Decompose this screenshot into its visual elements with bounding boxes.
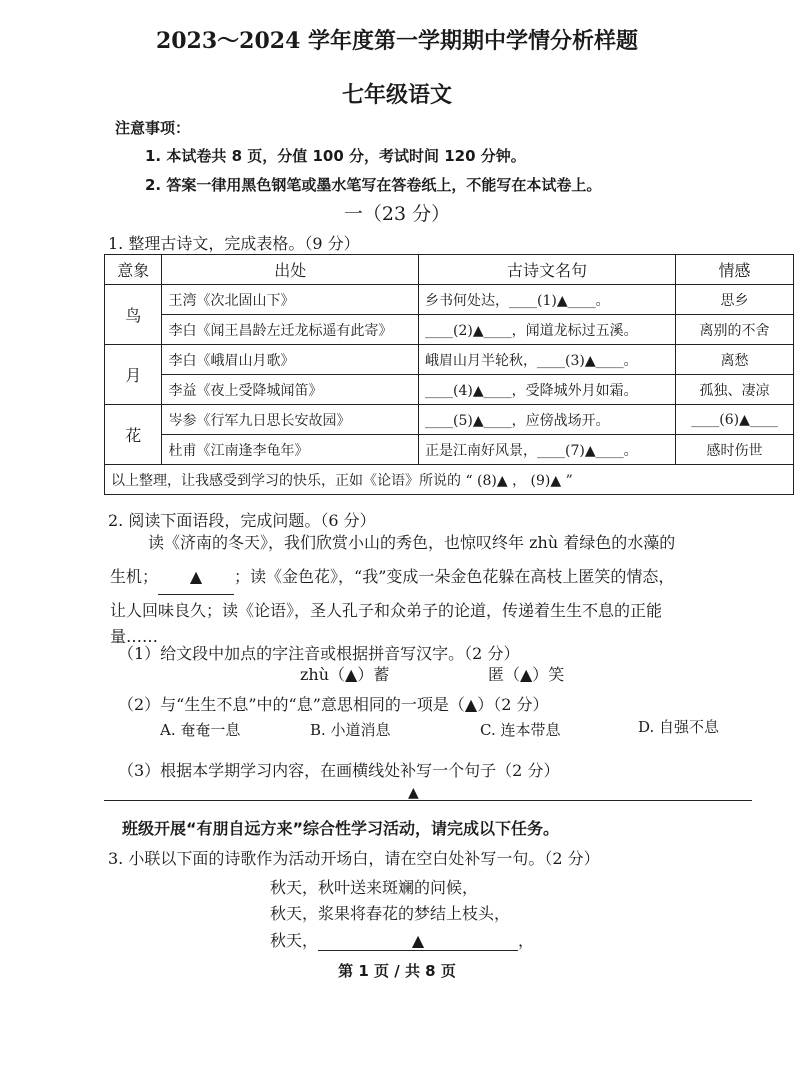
passage-line: 读《济南的冬天》，我们欣赏小山的秀色，也惊叹终年 zhù 着绿色的水藻的 xyxy=(148,533,676,552)
emotion-cell: ____(6)▲____ xyxy=(676,405,794,435)
line-cell: ____(5)▲____，应傍战场开。 xyxy=(418,405,675,435)
answer-blank: ▲ xyxy=(158,560,234,595)
line-cell: 正是江南好风景，____(7)▲____。 xyxy=(418,435,675,465)
emotion-cell: 离别的不舍 xyxy=(676,315,794,345)
poem-line: 秋天，秋叶送来斑斓的问候， xyxy=(270,878,479,897)
passage-line xyxy=(110,560,770,595)
pinyin-item: 匿（▲）笑 xyxy=(488,665,565,684)
source-cell: 李白《峨眉山月歌》 xyxy=(162,345,419,375)
header-emotion: 情感 xyxy=(676,255,794,285)
table-row xyxy=(105,285,794,315)
poem-line: 秋天，浆果将春花的梦结上枝头， xyxy=(270,904,511,923)
header-image: 意象 xyxy=(105,255,162,285)
pinyin-item: zhù（▲）蓄 xyxy=(300,665,390,684)
question-3-prompt: 3. 小联以下面的诗歌作为活动开场白，请在空白处补写一句。（2 分） xyxy=(108,849,600,868)
table-row xyxy=(105,405,794,435)
source-cell: 李益《夜上受降城闻笛》 xyxy=(162,375,419,405)
passage-line: 让人回味良久；读《论语》，圣人孔子和众弟子的论道，传递着生生不息的正能 xyxy=(110,601,663,620)
poem-line xyxy=(270,928,534,951)
source-cell: 王湾《次北固山下》 xyxy=(162,285,419,315)
question-2-prompt: 2. 阅读下面语段，完成问题。（6 分） xyxy=(108,511,376,530)
poem-text: 秋天， xyxy=(270,931,319,950)
option-d: D. 自强不息 xyxy=(638,718,720,736)
image-cell: 鸟 xyxy=(105,285,162,345)
source-cell: 岑参《行军九日思长安故园》 xyxy=(162,405,419,435)
answer-blank: ▲ xyxy=(318,931,518,951)
table-header-row xyxy=(105,255,794,285)
image-cell: 月 xyxy=(105,345,162,405)
header-source: 出处 xyxy=(162,255,419,285)
answer-line xyxy=(104,800,752,801)
summary-cell: 以上整理，让我感受到学习的快乐，正如《论语》所说的 “ (8)▲ ， (9)▲ ” xyxy=(105,465,794,495)
header-line: 古诗文名句 xyxy=(418,255,675,285)
sub-question-1: （1）给文段中加点的字注音或根据拼音写汉字。（2 分） xyxy=(118,644,520,663)
source-cell: 李白《闻王昌龄左迁龙标遥有此寄》 xyxy=(162,315,419,345)
notes-heading: 注意事项： xyxy=(115,119,191,137)
emotion-cell: 孤独、凄凉 xyxy=(676,375,794,405)
source-cell: 杜甫《江南逢李龟年》 xyxy=(162,435,419,465)
exam-title: 2023～2024 学年度第一学期期中学情分析样题 xyxy=(155,28,639,54)
table-summary-row xyxy=(105,465,794,495)
question-1-prompt: 1. 整理古诗文，完成表格。（9 分） xyxy=(108,234,360,253)
line-cell: ____(4)▲____，受降城外月如霜。 xyxy=(418,375,675,405)
image-cell: 花 xyxy=(105,405,162,465)
sub-question-3: （3）根据本学期学习内容，在画横线处补写一个句子（2 分） xyxy=(118,761,560,780)
option-c: C. 连本带息 xyxy=(480,721,561,739)
line-cell: 乡书何处达，____(1)▲____。 xyxy=(418,285,675,315)
page-footer: 第 1 页 / 共 8 页 xyxy=(338,962,456,980)
table-row xyxy=(105,435,794,465)
line-cell: ____(2)▲____，闻道龙标过五溪。 xyxy=(418,315,675,345)
poem-table xyxy=(104,254,794,495)
exam-subtitle: 七年级语文 xyxy=(341,82,452,108)
note-item: 1. 本试卷共 8 页，分值 100 分，考试时间 120 分钟。 xyxy=(145,147,526,165)
passage-text: 生机； xyxy=(110,567,159,586)
passage-text: ；读《金色花》，“我”变成一朵金色花躲在高枝上匿笑的情态， xyxy=(234,567,675,586)
note-item: 2. 答案一律用黑色钢笔或墨水笔写在答卷纸上，不能写在本试卷上。 xyxy=(145,176,602,194)
table-row xyxy=(105,375,794,405)
emotion-cell: 离愁 xyxy=(676,345,794,375)
table-row xyxy=(105,315,794,345)
table-row xyxy=(105,345,794,375)
section-heading: 一（23 分） xyxy=(343,203,451,225)
poem-text: ， xyxy=(518,931,535,950)
activity-intro: 班级开展“有朋自远方来”综合性学习活动，请完成以下任务。 xyxy=(122,819,560,838)
answer-mark: ▲ xyxy=(408,785,419,801)
option-b: B. 小道消息 xyxy=(310,721,391,739)
option-a: A. 奄奄一息 xyxy=(160,721,241,739)
passage-line: 量…… xyxy=(110,627,159,646)
emotion-cell: 思乡 xyxy=(676,285,794,315)
emotion-cell: 感时伤世 xyxy=(676,435,794,465)
line-cell: 峨眉山月半轮秋，____(3)▲____。 xyxy=(418,345,675,375)
sub-question-2: （2）与“生生不息”中的“息”意思相同的一项是（▲）（2 分） xyxy=(118,695,549,714)
